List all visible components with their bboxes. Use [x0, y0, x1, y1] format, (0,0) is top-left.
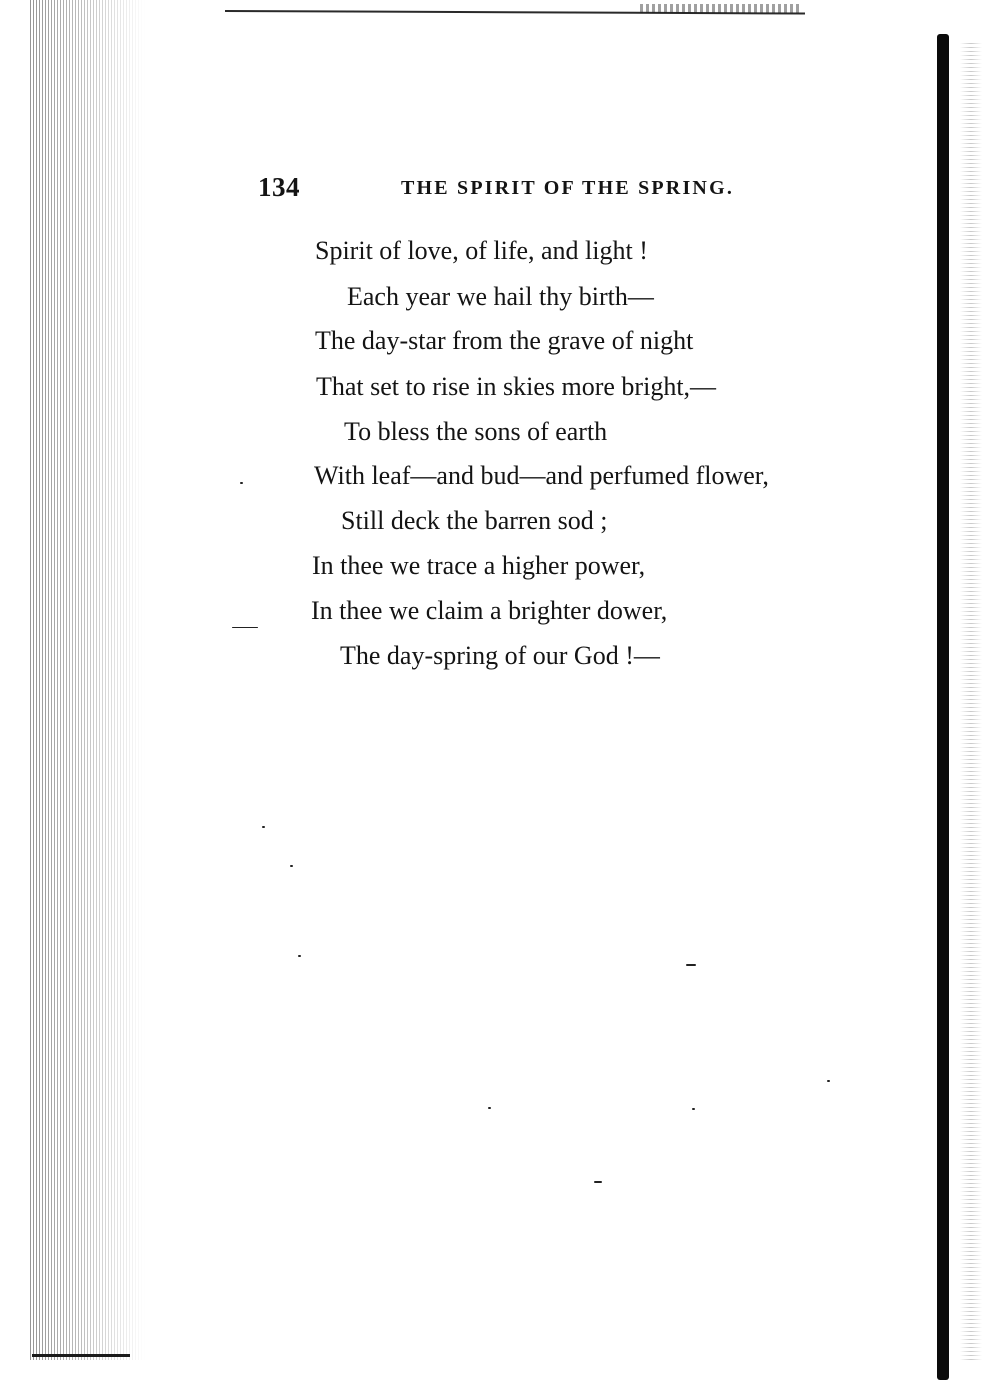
poem-line: Each year we hail thy birth—: [347, 282, 654, 311]
poem-line: To bless the sons of earth: [344, 417, 608, 446]
scan-speck: [240, 482, 243, 484]
poem-line: In thee we claim a brighter dower,: [311, 596, 668, 625]
scan-speck: [827, 1080, 830, 1082]
running-title: THE SPIRIT OF THE SPRING.: [401, 177, 735, 199]
scan-speck: [262, 826, 265, 828]
scan-speck: [290, 865, 293, 867]
poem-line: The day-spring of our God !—: [340, 641, 660, 670]
scan-speck: [232, 627, 258, 628]
scan-speck: [298, 955, 301, 957]
poem-line: With leaf—and bud—and perfumed flower,: [314, 461, 769, 490]
scan-speck: [692, 1108, 695, 1110]
binding-gutter-shadow: [30, 0, 145, 1360]
right-edge-shade: [960, 40, 982, 1360]
scan-speck: [594, 1181, 602, 1183]
poem-line: That set to rise in skies more bright,—: [316, 372, 717, 401]
scan-speck: [488, 1107, 491, 1109]
page-number: 134: [258, 172, 300, 202]
right-page-edge: [937, 34, 949, 1380]
binding-gutter-foot: [32, 1354, 130, 1357]
poem-line: In thee we trace a higher power,: [312, 551, 646, 580]
poem-line: The day-star from the grave of night: [315, 326, 694, 355]
poem-line: Still deck the barren sod ;: [341, 506, 608, 535]
top-edge-smudge: [640, 4, 800, 13]
scan-speck: [686, 964, 696, 966]
poem-line: Spirit of love, of life, and light !: [315, 236, 648, 265]
